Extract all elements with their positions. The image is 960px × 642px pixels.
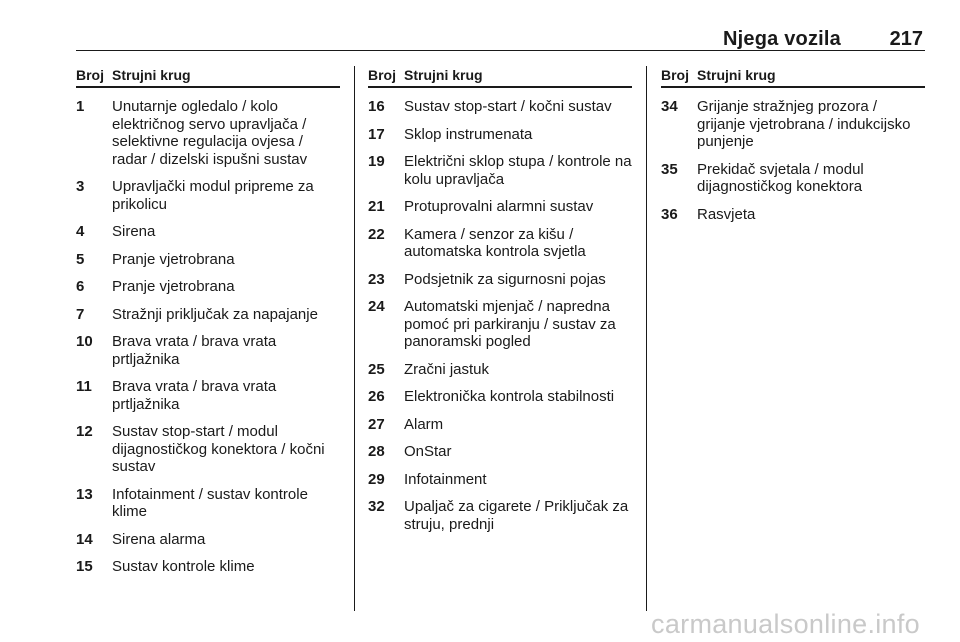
fuse-number: 36 <box>661 205 678 223</box>
fuse-number: 6 <box>76 278 85 295</box>
fuse-number: 26 <box>368 388 385 405</box>
circuit-description: Alarm <box>404 415 444 433</box>
fuse-number: 13 <box>76 485 93 503</box>
fuse-number: 21 <box>368 198 385 215</box>
circuit-description: Elektronička kontrola stabilnosti <box>404 388 615 405</box>
fuse-number: 14 <box>76 530 93 548</box>
header-number: Broj <box>661 67 689 83</box>
fuse-number: 17 <box>368 125 385 143</box>
circuit-description: Podsjetnik za sigurnosni pojas <box>404 270 606 288</box>
circuit-description: Grijanje stražnjeg prozora / grijanje vjetrobrana / indukcijsko punjenje <box>697 98 911 150</box>
circuit-description: Brava vrata / brava vrata prtljažnika <box>112 333 277 368</box>
circuit-description: Rasvjeta <box>697 205 756 223</box>
fuse-number: 22 <box>368 225 385 243</box>
fuse-table-column-1 <box>76 66 340 586</box>
table-row <box>76 306 340 324</box>
circuit-description: Kamera / senzor za kišu / automatska kontrola svjetla <box>404 225 586 260</box>
table-row <box>76 531 340 549</box>
watermark: carmanualsonline.info <box>651 609 920 639</box>
table-header <box>76 66 340 88</box>
fuse-number: 10 <box>76 333 93 350</box>
table-row <box>368 471 632 489</box>
fuse-number: 7 <box>76 305 85 323</box>
circuit-description: Zračni jastuk <box>404 360 490 378</box>
fuse-table-column-2 <box>368 66 632 543</box>
fuse-number: 35 <box>661 160 678 178</box>
table-row <box>368 98 632 116</box>
circuit-description: Infotainment <box>404 470 487 488</box>
fuse-number: 28 <box>368 443 385 460</box>
table-row <box>368 198 632 216</box>
circuit-description: Prekidač svjetala / modul dijagnostičkog konektora <box>697 160 864 195</box>
fuse-number: 24 <box>368 298 385 315</box>
table-row <box>76 423 340 476</box>
fuse-number: 3 <box>76 178 85 195</box>
circuit-description: OnStar <box>404 443 452 460</box>
fuse-number: 29 <box>368 470 385 488</box>
table-row <box>76 558 340 576</box>
table-row <box>368 226 632 261</box>
header-circuit: Strujni krug <box>697 67 776 83</box>
circuit-description: Protuprovalni alarmni sustav <box>404 198 594 215</box>
circuit-description: Unutarnje ogledalo / kolo električnog servo upravljača / selektivne regulacija ovjesa / radar / dizelski ispušni sustav <box>112 98 308 168</box>
circuit-description: Automatski mjenjač / napredna pomoć pri parkiranju / sustav za panoramski pogled <box>404 298 616 350</box>
fuse-number: 12 <box>76 423 93 440</box>
circuit-description: Pranje vjetrobrana <box>112 250 235 268</box>
circuit-description: Infotainment / sustav kontrole klime <box>112 485 308 520</box>
table-row <box>661 161 925 196</box>
table-row <box>368 361 632 379</box>
circuit-description: Sirena alarma <box>112 530 206 548</box>
fuse-table-column-3 <box>661 66 925 233</box>
fuse-number: 11 <box>76 378 92 395</box>
fuse-number: 32 <box>368 498 385 515</box>
table-row <box>368 126 632 144</box>
table-row <box>76 251 340 269</box>
table-header <box>661 66 925 88</box>
circuit-description: Sustav kontrole klime <box>112 558 255 575</box>
column-divider <box>646 66 647 611</box>
circuit-description: Sustav stop-start / kočni sustav <box>404 98 612 115</box>
circuit-description: Sustav stop-start / modul dijagnostičkog konektora / kočni sustav <box>112 423 325 475</box>
page-number: 217 <box>889 28 923 50</box>
table-row <box>76 333 340 368</box>
page-header <box>76 28 925 51</box>
table-row <box>368 416 632 434</box>
circuit-description: Upaljač za cigarete / Priključak za struju, prednji <box>404 498 629 533</box>
header-number: Broj <box>76 67 104 83</box>
table-row <box>368 498 632 533</box>
fuse-number: 34 <box>661 98 678 115</box>
table-row <box>368 443 632 461</box>
fuse-number: 4 <box>76 223 85 240</box>
table-row <box>368 388 632 406</box>
circuit-description: Električni sklop stupa / kontrole na kolu upravljača <box>404 153 632 188</box>
table-row <box>368 153 632 188</box>
table-row <box>76 98 340 168</box>
fuse-number: 5 <box>76 250 85 268</box>
table-row <box>661 98 925 151</box>
table-row <box>368 271 632 289</box>
table-row <box>76 178 340 213</box>
fuse-number: 19 <box>368 153 385 170</box>
table-row <box>76 378 340 413</box>
table-row <box>661 206 925 224</box>
circuit-description: Upravljački modul pripreme za prikolicu <box>112 178 314 213</box>
header-number: Broj <box>368 67 396 83</box>
circuit-description: Brava vrata / brava vrata prtljažnika <box>112 378 277 413</box>
fuse-number: 1 <box>76 98 85 115</box>
table-header <box>368 66 632 88</box>
circuit-description: Stražnji priključak za napajanje <box>112 305 318 323</box>
circuit-description: Sirena <box>112 223 156 240</box>
circuit-description: Pranje vjetrobrana <box>112 278 235 295</box>
column-divider <box>354 66 355 611</box>
fuse-number: 27 <box>368 415 385 433</box>
fuse-number: 23 <box>368 270 385 288</box>
table-row <box>76 278 340 296</box>
circuit-description: Sklop instrumenata <box>404 125 533 143</box>
table-row <box>76 223 340 241</box>
table-row <box>76 486 340 521</box>
fuse-number: 15 <box>76 558 93 575</box>
header-circuit: Strujni krug <box>404 67 483 83</box>
header-circuit: Strujni krug <box>112 67 191 83</box>
page-title: Njega vozila <box>723 28 841 50</box>
table-row <box>368 298 632 351</box>
fuse-number: 16 <box>368 98 385 115</box>
fuse-number: 25 <box>368 360 385 378</box>
